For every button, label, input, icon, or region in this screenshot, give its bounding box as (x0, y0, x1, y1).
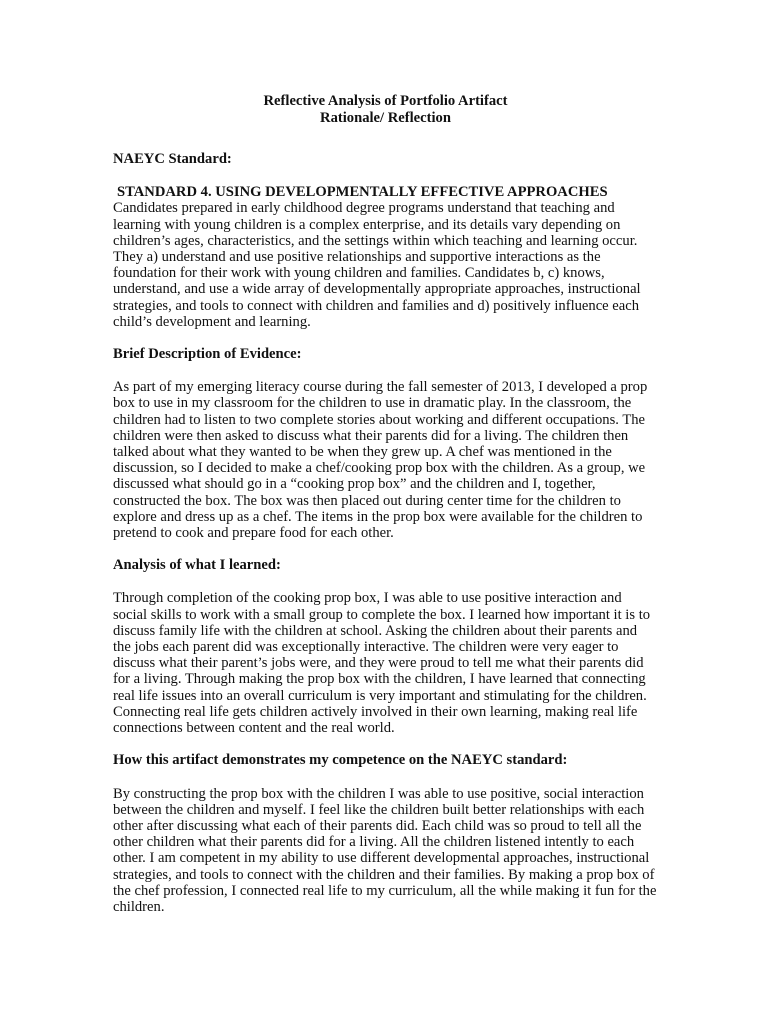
naeyc-standard-paragraph (113, 184, 658, 330)
naeyc-standard-heading: NAEYC Standard: (113, 151, 232, 167)
description-heading: Brief Description of Evidence: (113, 346, 302, 363)
standard-text: Candidates prepared in early childhood degree programs understand that teaching and learning with young children is a complex enterprise, and its details vary depending on children’s ages, characteristics, and the settings within which teaching and learning occur. They a) understand and use positive relationships and supportive interactions as the foundation for their work with young children and families. Candidates b, c) knows, understand, and use a wide array of developmentally appropriate approaches, instructional strategies, and tools to connect with children and families and d) positively influence each child’s development and learning. (113, 200, 641, 330)
competence-heading: How this artifact demonstrates my competence on the NAEYC standard: (113, 752, 568, 769)
analysis-paragraph: Through completion of the cooking prop box, I was able to use positive interaction and social skills to work with a small group to complete the box. I learned how important it is to discuss family life with the children at school. Asking the children about their parents and the jobs each parent did was exceptionally interactive. The children were very eager to discuss what their parent’s jobs were, and they were proud to tell me what their parents did for a living. Through making the prop box with the children, I have learned that connecting real life issues into an overall curriculum is very important and stimulating for the children. Connecting real life gets children actively involved in their own learning, making real life connections between content and the real world. (113, 590, 651, 737)
competence-paragraph: By constructing the prop box with the children I was able to use positive, social interaction between the children and myself. I feel like the children built better relationships with each other after discussing what each of their parents did. Each child was so proud to tell all the other children what their parents did for a living. All the children listened intently to each other. I am competent in my ability to use different developmental approaches, instructional strategies, and tools to connect with the children and their families. By making a prop box of the chef profession, I connected real life to my curriculum, all the while making it fun for the children. (113, 785, 657, 915)
document-title: Reflective Analysis of Portfolio Artifact (263, 93, 508, 109)
title-block (113, 93, 658, 127)
document-subtitle: Rationale/ Reflection (320, 110, 451, 126)
document-page (113, 93, 658, 931)
analysis-heading: Analysis of what I learned: (113, 557, 281, 574)
standard-title: STANDARD 4. USING DEVELOPMENTALLY EFFECTIVE APPROACHES (117, 184, 608, 201)
description-paragraph: As part of my emerging literacy course during the fall semester of 2013, I developed a prop box to use in my classroom for the children to use in dramatic play. In the classroom, the children had to listen to two complete stories about working and different occupations. The children were then asked to discuss what their parents did for a living. The children then talked about what they wanted to be when they grew up. A chef was mentioned in the discussion, so I decided to make a chef/cooking prop box with the children. As a group, we discussed what should go in a “cooking prop box” and the children and I, together, constructed the box. The box was then placed out during center time for the children to explore and dress up as a chef. The items in the prop box were available for the children to pretend to cook and prepare food for each other. (113, 379, 648, 542)
